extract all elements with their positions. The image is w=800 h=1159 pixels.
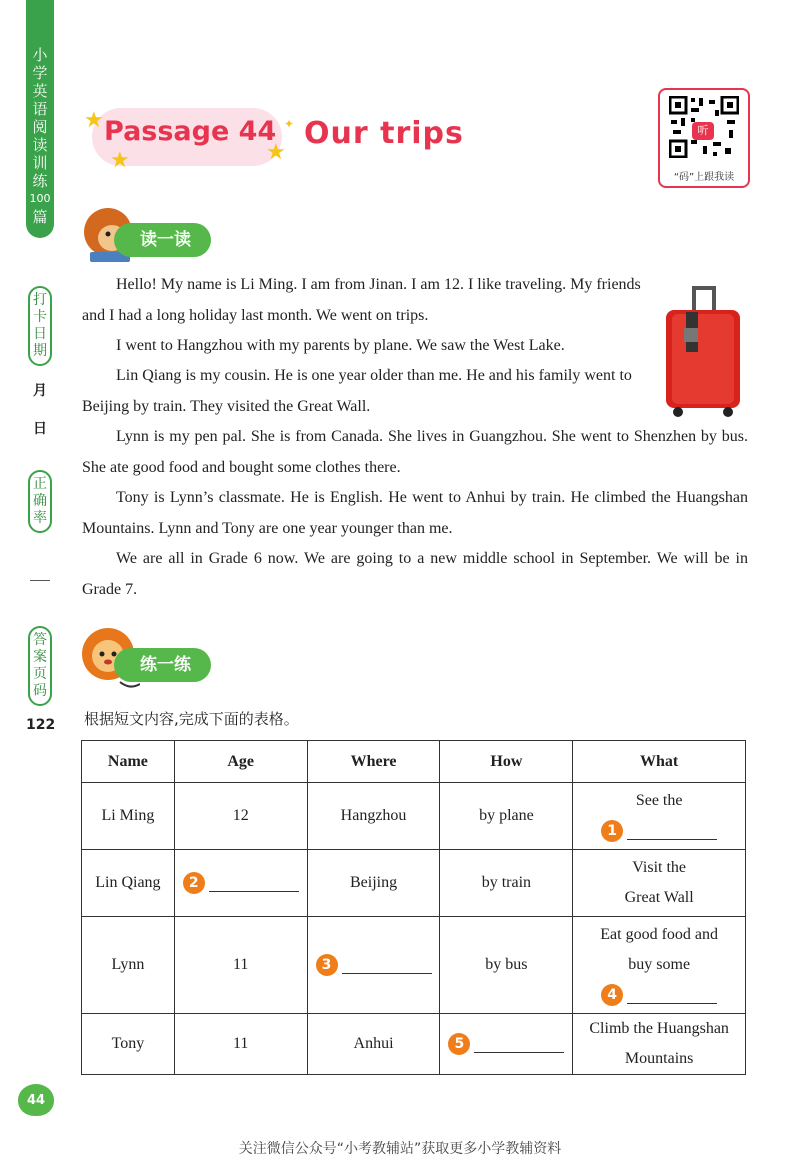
column-header: Name — [82, 741, 175, 783]
checkin-date-label: 打 卡 日 期 — [28, 286, 52, 366]
column-header: Age — [174, 741, 307, 783]
month-label: 月 — [33, 383, 47, 399]
qr-code[interactable] — [658, 88, 750, 188]
passage-paragraph: Lin Qiang is my cousin. He is one year older than me. He and his family went to Beijing by train. They visited the Great Wall. — [82, 367, 632, 415]
cell-age: 11 — [174, 1014, 307, 1075]
passage-paragraph: Hello! My name is Li Ming. I am from Jinan. I am 12. I like traveling. My friends and I had a long holiday last month. We went on trips. — [82, 276, 641, 324]
passage-paragraph: Lynn is my pen pal. She is from Canada. She lives in Guangzhou. She went to Shenzhen by bus. She ate good food and bought some clothes there. — [82, 428, 748, 476]
cell-name: Lynn — [82, 917, 175, 1014]
star-icon: ✦ — [284, 117, 295, 131]
cell-how: by train — [440, 850, 573, 917]
cell-where: Beijing — [307, 850, 440, 917]
answer-blank-1[interactable] — [573, 816, 745, 846]
answer-blank-5[interactable] — [440, 1014, 573, 1075]
cell-what — [573, 850, 746, 917]
cell-what — [573, 917, 746, 1014]
cell-what — [573, 1014, 746, 1075]
accuracy-label: 正 确 率 — [28, 470, 52, 533]
cell-what-text: Great Wall — [624, 889, 694, 906]
passage-paragraph: We are all in Grade 6 now. We are going to a new middle school in September. We will be in Grade 7. — [82, 550, 748, 598]
listen-icon: 听 — [692, 122, 714, 140]
cell-age: 11 — [174, 917, 307, 1014]
exercise-instruction: 根据短文内容,完成下面的表格。 — [84, 710, 299, 728]
answer-page-label: 答 案 页 码 — [28, 626, 52, 706]
accuracy-divider — [30, 580, 50, 581]
cell-name: Lin Qiang — [82, 850, 175, 917]
table-row — [82, 1014, 746, 1075]
star-icon: ★ — [110, 148, 130, 173]
page-number: 44 — [18, 1084, 54, 1116]
blank-number-badge: 2 — [183, 872, 205, 894]
cell-what-text: See the — [635, 792, 683, 809]
star-icon: ★ — [84, 108, 104, 133]
answer-blank-4[interactable] — [573, 980, 745, 1010]
star-icon: ★ — [266, 140, 286, 165]
suitcase-icon — [662, 284, 746, 418]
cell-how: by plane — [440, 783, 573, 850]
answer-page-number: 122 — [26, 717, 56, 733]
passage-number: Passage 44 — [104, 116, 277, 147]
column-header: How — [440, 741, 573, 783]
cell-what-text: buy some — [628, 956, 691, 973]
section-header-practice: 练一练 — [114, 648, 211, 682]
cell-what — [573, 783, 746, 850]
cell-name: Tony — [82, 1014, 175, 1075]
cell-what-text: Visit the — [632, 859, 686, 876]
cell-how: by bus — [440, 917, 573, 1014]
table-header-row — [82, 741, 746, 783]
cell-what-text: Eat good food and — [600, 926, 719, 943]
passage-paragraph: Tony is Lynn’s classmate. He is English. He went to Anhui by train. He climbed the Huangshan Mountains. Lynn and Tony are one year younger than me. — [82, 489, 748, 537]
table-row — [82, 783, 746, 850]
cell-age: 12 — [174, 783, 307, 850]
answer-blank-3[interactable] — [307, 917, 440, 1014]
book-title-tab: 小 学 英 语 阅 读 训 练 100 篇 — [26, 0, 54, 238]
day-label: 日 — [33, 421, 47, 437]
section-header-read: 读一读 — [114, 223, 211, 257]
answer-blank-2[interactable] — [174, 850, 307, 917]
blank-number-badge: 3 — [316, 954, 338, 976]
cell-where: Anhui — [307, 1014, 440, 1075]
table-row — [82, 850, 746, 917]
page-title: Our trips — [304, 116, 464, 151]
cell-what-text: Climb the Huangshan — [589, 1020, 729, 1037]
answer-table — [81, 740, 746, 1075]
blank-number-badge: 5 — [448, 1033, 470, 1055]
qr-caption: “码”上跟我读 — [673, 172, 735, 183]
cell-name: Li Ming — [82, 783, 175, 850]
column-header: Where — [307, 741, 440, 783]
column-header: What — [573, 741, 746, 783]
cell-what-text: Mountains — [624, 1050, 694, 1067]
cell-where: Hangzhou — [307, 783, 440, 850]
blank-number-badge: 4 — [601, 984, 623, 1006]
passage-paragraph: I went to Hangzhou with my parents by plane. We saw the West Lake. — [116, 337, 565, 354]
footer-note: 关注微信公众号“小考教辅站”获取更多小学教辅资料 — [238, 1141, 562, 1157]
blank-number-badge: 1 — [601, 820, 623, 842]
table-row — [82, 917, 746, 1014]
